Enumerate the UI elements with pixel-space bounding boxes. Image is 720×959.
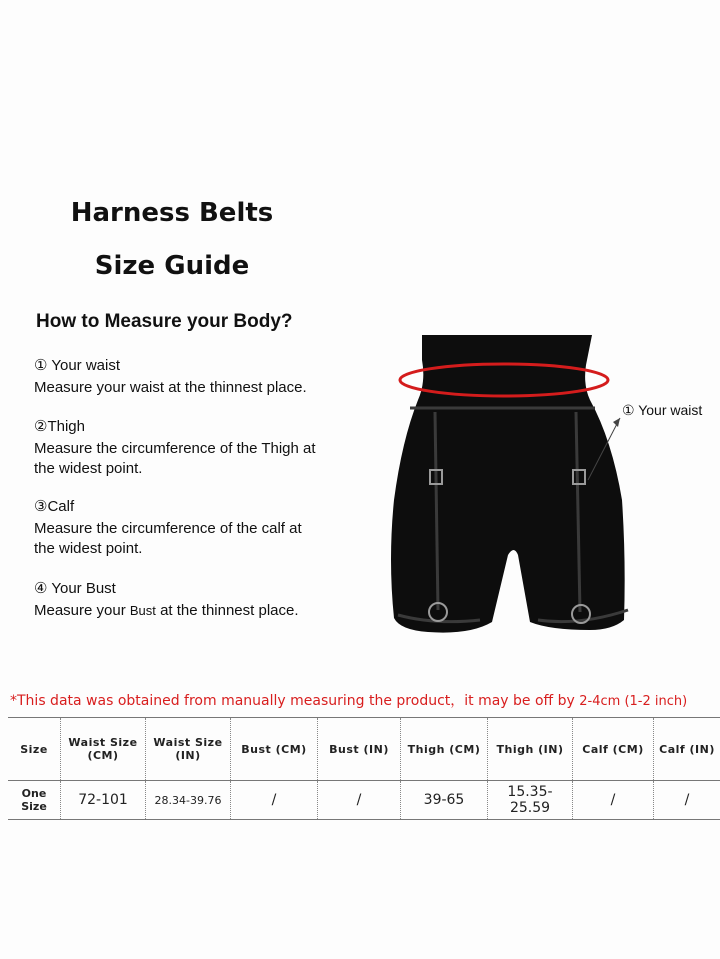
howto-heading: How to Measure your Body? — [36, 311, 293, 332]
header-waist-cm: Waist Size (CM) — [61, 718, 146, 781]
page-title: Harness Belts — [70, 198, 274, 228]
size-table-header-row — [8, 718, 720, 781]
mannequin-figure — [380, 330, 720, 660]
step-thigh — [34, 417, 334, 479]
step-calf-desc: Measure the circumference of the calf at the widest point. — [34, 520, 302, 557]
step-waist-desc: Measure your waist at the thinnest place. — [34, 379, 307, 396]
cell-calf-cm: / — [573, 781, 654, 820]
header-thigh-cm: Thigh (CM) — [401, 718, 488, 781]
note-range: 2-4cm (1-2 inch) — [579, 694, 688, 709]
cell-bust-in: / — [318, 781, 401, 820]
cell-calf-in: / — [654, 781, 720, 820]
step-calf-heading: ③Calf — [34, 498, 75, 515]
header-bust-in: Bust (IN) — [318, 718, 401, 781]
step-calf — [34, 497, 324, 559]
header-calf-cm: Calf (CM) — [573, 718, 654, 781]
step-bust-desc-before: Measure your — [34, 602, 126, 619]
step-thigh-heading: ②Thigh — [34, 418, 85, 435]
step-bust-heading: ④ Your Bust — [34, 580, 116, 597]
note-text: *This data was obtained from manually measuring the product，it may be off by — [10, 693, 575, 709]
cell-thigh-in: 15.35-25.59 — [488, 781, 573, 820]
step-thigh-desc: Measure the circumference of the Thigh at the widest point. — [34, 440, 316, 477]
size-table — [8, 717, 720, 820]
step-bust-desc-after: at the thinnest place. — [160, 602, 299, 619]
cell-waist-in: 28.34-39.76 — [146, 781, 231, 820]
step-waist — [34, 356, 307, 398]
cell-bust-cm: / — [231, 781, 318, 820]
header-size: Size — [20, 742, 48, 756]
cell-waist-cm: 72-101 — [61, 781, 146, 820]
table-row — [8, 781, 720, 820]
page-subtitle: Size Guide — [94, 251, 250, 281]
header-thigh-in: Thigh (IN) — [488, 718, 573, 781]
step-waist-heading: ① Your waist — [34, 357, 120, 374]
step-bust — [34, 579, 299, 621]
waist-callout: ① Your waist — [622, 402, 703, 418]
step-bust-desc — [34, 601, 299, 621]
header-bust-cm: Bust (CM) — [231, 718, 318, 781]
mannequin-illustration — [380, 330, 720, 660]
measurement-note — [10, 690, 687, 710]
step-bust-desc-bust: Bust — [129, 603, 156, 618]
cell-thigh-cm: 39-65 — [401, 781, 488, 820]
header-calf-in: Calf (IN) — [654, 718, 720, 781]
header-waist-in: Waist Size (IN) — [146, 718, 231, 781]
cell-size: One Size — [21, 787, 47, 813]
